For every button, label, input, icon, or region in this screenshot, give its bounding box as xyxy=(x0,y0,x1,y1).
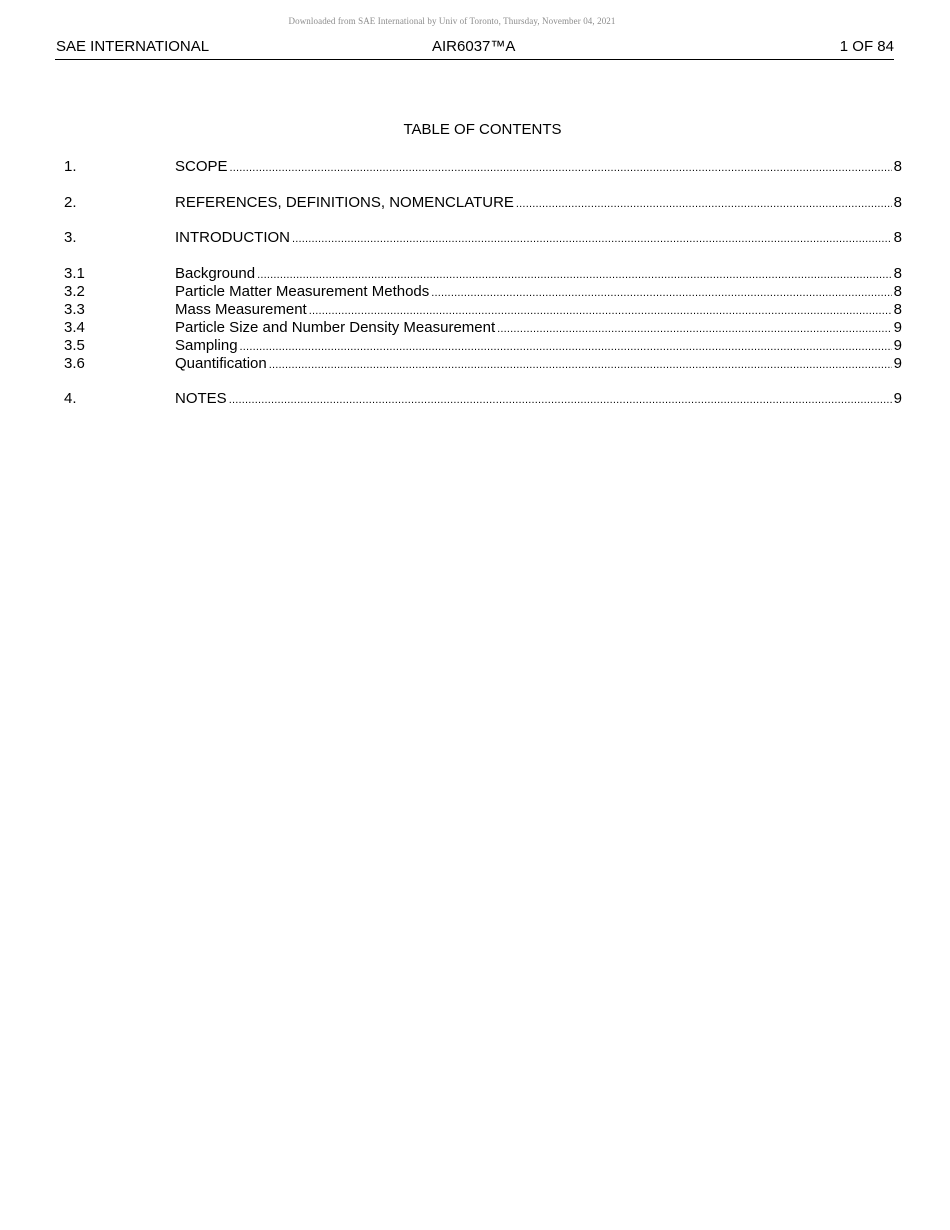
toc-title: TABLE OF CONTENTS xyxy=(403,121,562,138)
toc-entry-number: 2. xyxy=(64,194,77,211)
toc-entry-number: 3.2 xyxy=(64,283,85,300)
toc-entry-title: Particle Size and Number Density Measurement xyxy=(175,319,496,336)
toc-entry-mass-measurement[interactable] xyxy=(64,301,902,319)
toc-entry-number: 4. xyxy=(64,390,77,407)
toc-entry-number: 3. xyxy=(64,229,77,246)
toc-entry-title: SCOPE xyxy=(175,158,228,175)
toc-entry-page: 9 xyxy=(893,337,902,354)
download-watermark: Downloaded from SAE International by Univ of Toronto, Thursday, November 04, 2021 xyxy=(288,16,616,26)
header-divider xyxy=(55,59,894,60)
toc-entry-title: NOTES xyxy=(175,390,227,407)
toc-entry-number: 1. xyxy=(64,158,77,175)
toc-entry-page: 8 xyxy=(893,229,902,246)
header-organization: SAE INTERNATIONAL xyxy=(56,38,210,55)
toc-entry-title: REFERENCES, DEFINITIONS, NOMENCLATURE xyxy=(175,194,514,211)
toc-dot-leader xyxy=(309,302,892,320)
toc-entry-sampling[interactable] xyxy=(64,337,902,355)
toc-entry-page: 8 xyxy=(893,301,902,318)
toc-entry-scope[interactable] xyxy=(64,158,902,176)
toc-entry-page: 9 xyxy=(893,319,902,336)
toc-entry-title: Background xyxy=(175,265,256,282)
toc-dot-leader xyxy=(230,159,892,177)
toc-entry-page: 8 xyxy=(893,265,902,282)
toc-entry-particle-size[interactable] xyxy=(64,319,902,337)
toc-entry-title: Sampling xyxy=(175,337,238,354)
header-document-id: AIR6037™A xyxy=(432,38,516,55)
toc-dot-leader xyxy=(257,266,892,284)
toc-entry-references[interactable] xyxy=(64,194,902,212)
toc-dot-leader xyxy=(240,338,892,356)
toc-entry-background[interactable] xyxy=(64,265,902,283)
toc-entry-quantification[interactable] xyxy=(64,355,902,373)
toc-entry-pm-methods[interactable] xyxy=(64,283,902,301)
toc-dot-leader xyxy=(229,391,892,409)
toc-entry-page: 8 xyxy=(893,283,902,300)
toc-entry-introduction[interactable] xyxy=(64,229,902,247)
toc-entry-page: 9 xyxy=(893,355,902,372)
toc-dot-leader xyxy=(497,320,892,338)
toc-entry-title: Quantification xyxy=(175,355,267,372)
toc-entry-number: 3.4 xyxy=(64,319,85,336)
toc-entry-title: Mass Measurement xyxy=(175,301,307,318)
toc-entry-title: INTRODUCTION xyxy=(175,229,290,246)
toc-dot-leader xyxy=(516,195,892,213)
toc-entry-number: 3.3 xyxy=(64,301,85,318)
toc-entry-number: 3.1 xyxy=(64,265,85,282)
toc-entry-page: 9 xyxy=(893,390,902,407)
toc-dot-leader xyxy=(292,230,892,248)
toc-entry-page: 8 xyxy=(893,194,902,211)
toc-entry-title: Particle Matter Measurement Methods xyxy=(175,283,430,300)
toc-entry-number: 3.6 xyxy=(64,355,85,372)
toc-entry-notes[interactable] xyxy=(64,390,902,408)
header-page-count: 1 OF 84 xyxy=(839,38,894,55)
toc-dot-leader xyxy=(269,356,892,374)
page-header xyxy=(56,38,894,58)
toc-entry-page: 8 xyxy=(893,158,902,175)
toc-entry-number: 3.5 xyxy=(64,337,85,354)
toc-dot-leader xyxy=(431,284,891,302)
